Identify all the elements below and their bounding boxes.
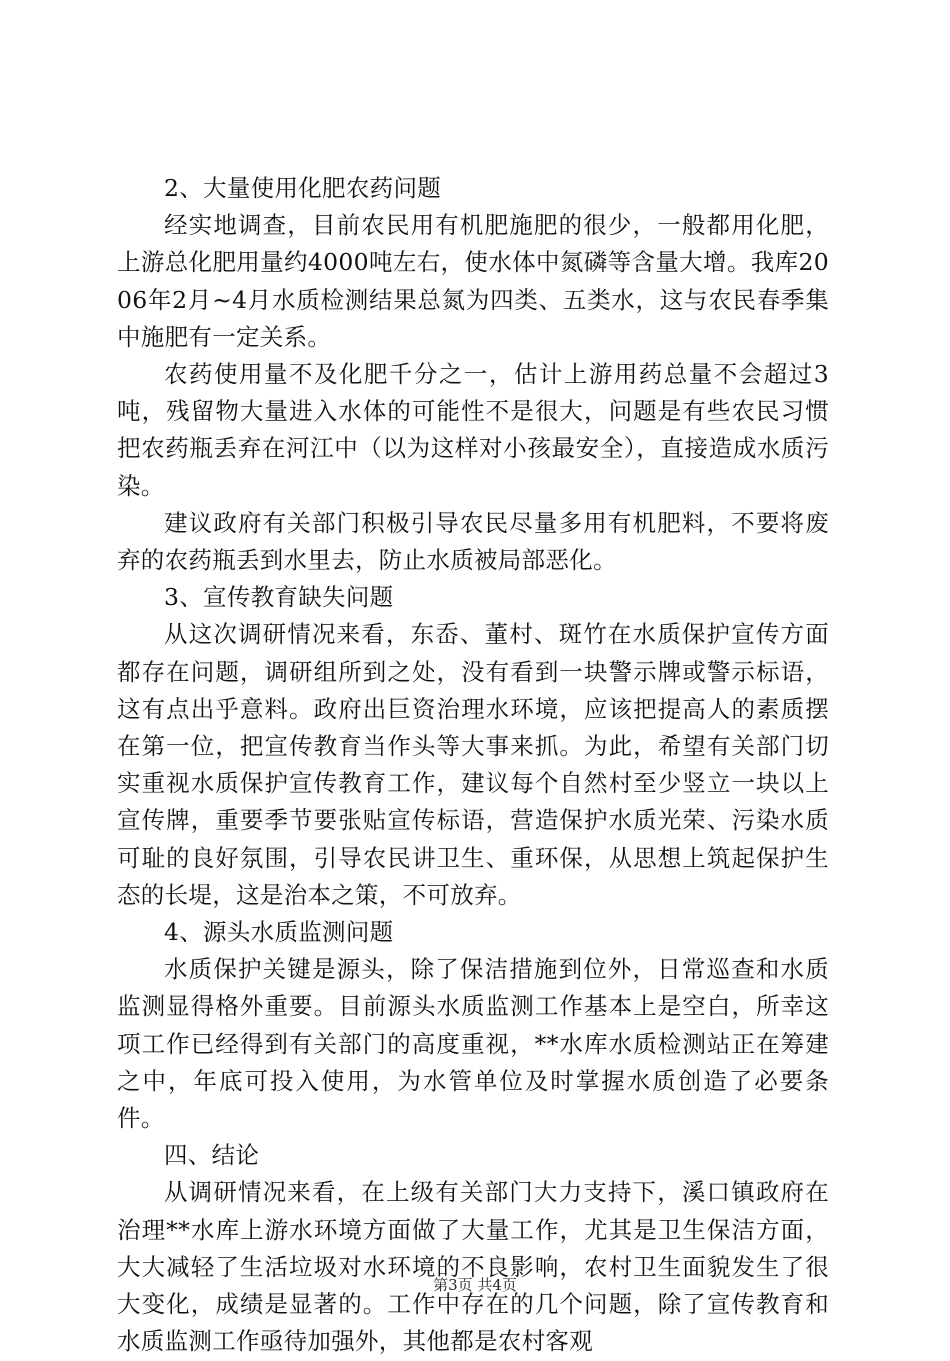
paragraph-education: 从这次调研情况来看，东岙、董村、斑竹在水质保护宣传方面都存在问题，调研组所到之处，没有看到一块警示牌或警示标语，这有点出乎意料。政府出巨资治理水环境，应该把提高人的素质摆在第一位，把宣传教育当作头等大事来抓。为此，希望有关部门切实重视水质保护宣传教育工作，建议每个自然村至少竖立一块以上宣传牌，重要季节要张贴宣传标语，营造保护水质光荣、污染水质可耻的良好氛围，引导农民讲卫生、重环保，从思想上筑起保护生态的长堤，这是治本之策，不可放弃。 (117, 620, 829, 909)
section-heading-monitoring: 4、源头水质监测问题 (164, 918, 394, 947)
page-footer (0, 1275, 950, 1295)
paragraph-recommendation: 建议政府有关部门积极引导农民尽量多用有机肥料，不要将废弃的农药瓶丢到水里去，防止水质被局部恶化。 (117, 508, 829, 575)
paragraph-conclusion: 从调研情况来看，在上级有关部门大力支持下，溪口镇政府在治理**水库上游水环境方面做了大量工作，尤其是卫生保洁方面，大大减轻了生活垃圾对水环境的不良影响，农村卫生面貌发生了很大变化，成绩是显著的。工作中存在的几个问题，除了宣传教育和水质监测工作亟待加强外，其他都是农村客观 (117, 1178, 829, 1356)
document-body (117, 170, 829, 1361)
section-heading-fertilizer: 2、大量使用化肥农药问题 (164, 174, 442, 202)
paragraph-fertilizer-survey: 经实地调查，目前农民用有机肥施肥的很少，一般都用化肥，上游总化肥用量约4000吨左右，使水体中氮磷等含量大增。我库2006年2月~4月水质检测结果总氮为四类、五类水，这与农民春季集中施肥有一定关系。 (117, 211, 829, 351)
page-number: 第3页 共4页 (433, 1276, 517, 1294)
section-heading-education: 3、宣传教育缺失问题 (164, 583, 394, 612)
paragraph-monitoring: 水质保护关键是源头，除了保洁措施到位外，日常巡查和水质监测显得格外重要。目前源头水质监测工作基本上是空白，所幸这项工作已经得到有关部门的高度重视，**水库水质检测站正在筹建之中，年底可投入使用，为水管单位及时掌握水质创造了必要条件。 (117, 955, 829, 1133)
section-heading-conclusion: 四、结论 (164, 1141, 260, 1170)
paragraph-pesticide-usage: 农药使用量不及化肥千分之一，估计上游用药总量不会超过3吨，残留物大量进入水体的可能性不是很大，问题是有些农民习惯把农药瓶丢弃在河江中（以为这样对小孩最安全），直接造成水质污染。 (117, 360, 829, 500)
